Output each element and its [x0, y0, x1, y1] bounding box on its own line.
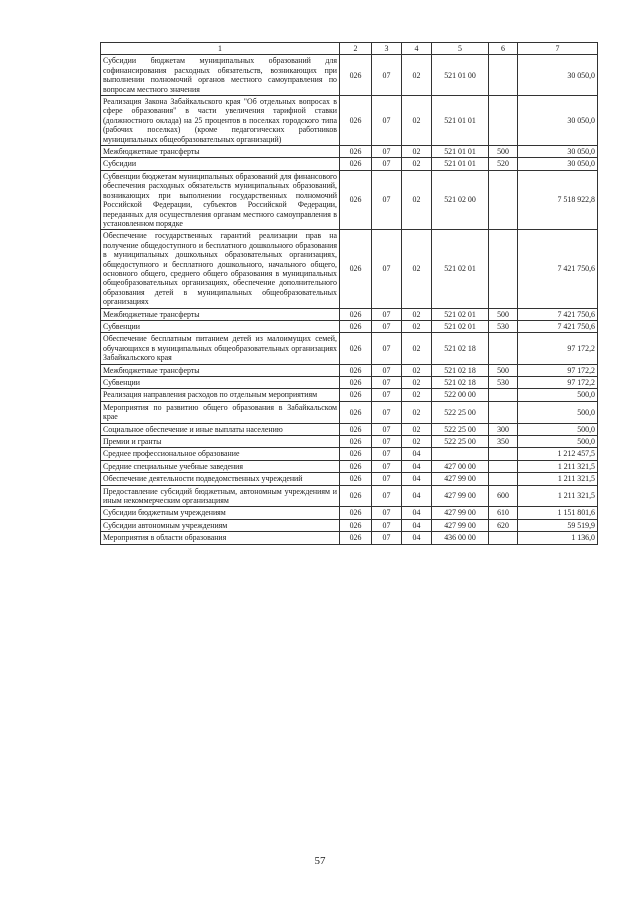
row-subsection: 02: [402, 364, 432, 376]
row-name: Субсидии бюджетам муниципальных образований для софинансирования расходных обязательств, возникающих при выполнении полномочий органов местного самоуправления по вопросам местного значения: [101, 55, 340, 96]
row-admin-code: 026: [340, 519, 372, 531]
row-admin-code: 026: [340, 170, 372, 229]
row-target-article: 521 02 18: [432, 377, 489, 389]
row-admin-code: 026: [340, 401, 372, 423]
row-target-article: 521 02 00: [432, 170, 489, 229]
row-section: 07: [372, 389, 402, 401]
row-expense-type: 530: [489, 320, 518, 332]
column-header-7: 7: [518, 43, 598, 55]
row-subsection: 02: [402, 377, 432, 389]
row-section: 07: [372, 377, 402, 389]
row-target-article: 521 01 01: [432, 158, 489, 170]
row-subsection: 02: [402, 146, 432, 158]
row-amount: 97 172,2: [518, 333, 598, 364]
row-target-article: 521 02 18: [432, 364, 489, 376]
row-name: Обеспечение государственных гарантий реализации прав на получение общедоступного и бесплатного дошкольного образования в муниципальных дошкольных образовательных организациях, общедоступного и бесплатного дошкольного, начального общего, основного общего, среднего общего образования в муниципальных общеобразовательных организациях, обеспечение дополнительного образования детей в муниципальных общеобразовательных организациях: [101, 230, 340, 308]
row-admin-code: 026: [340, 158, 372, 170]
row-name: Среднее профессиональное образование: [101, 448, 340, 460]
row-expense-type: [489, 389, 518, 401]
row-admin-code: 026: [340, 230, 372, 308]
row-subsection: 02: [402, 401, 432, 423]
row-target-article: 522 25 00: [432, 436, 489, 448]
row-admin-code: 026: [340, 389, 372, 401]
row-expense-type: [489, 230, 518, 308]
row-expense-type: 500: [489, 146, 518, 158]
row-target-article: 521 02 01: [432, 230, 489, 308]
row-expense-type: [489, 96, 518, 146]
row-target-article: 522 00 00: [432, 389, 489, 401]
row-amount: 1 211 321,5: [518, 460, 598, 472]
row-section: 07: [372, 230, 402, 308]
table-row: [101, 146, 598, 158]
row-subsection: 02: [402, 55, 432, 96]
row-subsection: 04: [402, 448, 432, 460]
row-expense-type: [489, 55, 518, 96]
row-admin-code: 026: [340, 473, 372, 485]
row-section: 07: [372, 364, 402, 376]
row-expense-type: [489, 170, 518, 229]
row-section: 07: [372, 507, 402, 519]
row-name: Обеспечение бесплатным питанием детей из малоимущих семей, обучающихся в муниципальных общеобразовательных организациях Забайкальского края: [101, 333, 340, 364]
row-section: 07: [372, 333, 402, 364]
row-expense-type: 530: [489, 377, 518, 389]
table-row: [101, 333, 598, 364]
table-row: [101, 377, 598, 389]
table-row: [101, 473, 598, 485]
row-admin-code: 026: [340, 320, 372, 332]
row-section: 07: [372, 436, 402, 448]
row-expense-type: [489, 460, 518, 472]
row-subsection: 02: [402, 423, 432, 435]
column-header-1: 1: [101, 43, 340, 55]
row-expense-type: [489, 532, 518, 544]
row-amount: 7 421 750,6: [518, 308, 598, 320]
row-name: Мероприятия в области образования: [101, 532, 340, 544]
row-target-article: 521 02 01: [432, 320, 489, 332]
row-name: Премии и гранты: [101, 436, 340, 448]
row-amount: 30 050,0: [518, 96, 598, 146]
row-section: 07: [372, 320, 402, 332]
row-name: Субсидии автономным учреждениям: [101, 519, 340, 531]
row-name: Обеспечение деятельности подведомственных учреждений: [101, 473, 340, 485]
row-target-article: 521 02 18: [432, 333, 489, 364]
row-admin-code: 026: [340, 436, 372, 448]
row-name: Межбюджетные трансферты: [101, 364, 340, 376]
row-amount: 7 421 750,6: [518, 320, 598, 332]
row-admin-code: 026: [340, 96, 372, 146]
row-name: Субвенции: [101, 320, 340, 332]
table-row: [101, 158, 598, 170]
row-name: Реализация направления расходов по отдельным мероприятиям: [101, 389, 340, 401]
row-subsection: 04: [402, 473, 432, 485]
row-amount: 1 211 321,5: [518, 473, 598, 485]
row-target-article: 521 01 01: [432, 146, 489, 158]
row-target-article: 521 01 00: [432, 55, 489, 96]
row-target-article: 427 99 00: [432, 507, 489, 519]
row-amount: 1 151 801,6: [518, 507, 598, 519]
row-amount: 500,0: [518, 389, 598, 401]
row-subsection: 02: [402, 96, 432, 146]
row-target-article: 436 00 00: [432, 532, 489, 544]
row-expense-type: [489, 333, 518, 364]
table-row: [101, 436, 598, 448]
row-expense-type: [489, 401, 518, 423]
row-subsection: 04: [402, 519, 432, 531]
row-section: 07: [372, 473, 402, 485]
row-name: Предоставление субсидий бюджетным, автономным учреждениям и иным некоммерческим организациям: [101, 485, 340, 507]
table-row: [101, 532, 598, 544]
row-admin-code: 026: [340, 55, 372, 96]
table-row: [101, 389, 598, 401]
row-amount: 7 518 922,8: [518, 170, 598, 229]
column-header-3: 3: [372, 43, 402, 55]
table-row: [101, 55, 598, 96]
row-name: Реализация Закона Забайкальского края "Об отдельных вопросах в сфере образования" в части увеличения тарифной ставки (должностного оклада) на 25 процентов в поселках городского типа (рабочих поселках) (кроме педагогических работников муниципальных общеобразовательных организаций): [101, 96, 340, 146]
row-subsection: 02: [402, 158, 432, 170]
row-expense-type: [489, 473, 518, 485]
row-name: Средние специальные учебные заведения: [101, 460, 340, 472]
row-subsection: 04: [402, 460, 432, 472]
row-subsection: 02: [402, 308, 432, 320]
row-target-article: 427 99 00: [432, 473, 489, 485]
row-admin-code: 026: [340, 448, 372, 460]
row-subsection: 04: [402, 507, 432, 519]
row-expense-type: 500: [489, 364, 518, 376]
row-amount: 500,0: [518, 401, 598, 423]
row-target-article: 522 25 00: [432, 401, 489, 423]
row-name: Субсидии бюджетным учреждениям: [101, 507, 340, 519]
row-subsection: 02: [402, 333, 432, 364]
table-row: [101, 460, 598, 472]
row-admin-code: 026: [340, 333, 372, 364]
row-section: 07: [372, 308, 402, 320]
row-target-article: [432, 448, 489, 460]
row-admin-code: 026: [340, 308, 372, 320]
row-target-article: 427 99 00: [432, 519, 489, 531]
row-target-article: 521 02 01: [432, 308, 489, 320]
row-name: Социальное обеспечение и иные выплаты населению: [101, 423, 340, 435]
table-row: [101, 230, 598, 308]
table-row: [101, 423, 598, 435]
row-section: 07: [372, 96, 402, 146]
row-admin-code: 026: [340, 485, 372, 507]
column-header-6: 6: [489, 43, 518, 55]
row-admin-code: 026: [340, 377, 372, 389]
row-section: 07: [372, 55, 402, 96]
row-section: 07: [372, 519, 402, 531]
row-amount: 1 212 457,5: [518, 448, 598, 460]
row-expense-type: 520: [489, 158, 518, 170]
row-amount: 1 136,0: [518, 532, 598, 544]
row-subsection: 04: [402, 485, 432, 507]
row-name: Межбюджетные трансферты: [101, 146, 340, 158]
row-amount: 59 519,9: [518, 519, 598, 531]
row-expense-type: 350: [489, 436, 518, 448]
page-number: 57: [314, 855, 326, 867]
row-name: Субсидии: [101, 158, 340, 170]
row-target-article: 427 00 00: [432, 460, 489, 472]
row-name: Межбюджетные трансферты: [101, 308, 340, 320]
row-section: 07: [372, 485, 402, 507]
row-section: 07: [372, 448, 402, 460]
row-name: Субвенции бюджетам муниципальных образований для финансового обеспечения расходных обязательств муниципальных образований, возникающих при выполнении государственных полномочий Российской Федерации, субъектов Российской Федерации, переданных для осуществления органам местного самоуправления в установленном порядке: [101, 170, 340, 229]
table-row: [101, 448, 598, 460]
row-subsection: 02: [402, 320, 432, 332]
row-section: 07: [372, 423, 402, 435]
row-subsection: 02: [402, 170, 432, 229]
row-expense-type: 600: [489, 485, 518, 507]
row-section: 07: [372, 146, 402, 158]
row-expense-type: [489, 448, 518, 460]
row-amount: 1 211 321,5: [518, 485, 598, 507]
row-section: 07: [372, 460, 402, 472]
row-admin-code: 026: [340, 532, 372, 544]
row-section: 07: [372, 401, 402, 423]
table-row: [101, 364, 598, 376]
row-section: 07: [372, 158, 402, 170]
row-target-article: 427 99 00: [432, 485, 489, 507]
table-row: [101, 485, 598, 507]
row-amount: 30 050,0: [518, 158, 598, 170]
row-subsection: 02: [402, 230, 432, 308]
row-section: 07: [372, 170, 402, 229]
row-amount: 30 050,0: [518, 55, 598, 96]
table-row: [101, 507, 598, 519]
row-expense-type: 500: [489, 308, 518, 320]
row-name: Мероприятия по развитию общего образования в Забайкальском крае: [101, 401, 340, 423]
header-row: [101, 43, 598, 55]
row-expense-type: 610: [489, 507, 518, 519]
column-header-5: 5: [432, 43, 489, 55]
row-subsection: 04: [402, 532, 432, 544]
row-expense-type: 620: [489, 519, 518, 531]
row-amount: 7 421 750,6: [518, 230, 598, 308]
row-admin-code: 026: [340, 507, 372, 519]
row-admin-code: 026: [340, 423, 372, 435]
row-name: Субвенции: [101, 377, 340, 389]
column-header-4: 4: [402, 43, 432, 55]
table-row: [101, 308, 598, 320]
row-amount: 500,0: [518, 436, 598, 448]
table-row: [101, 401, 598, 423]
table-row: [101, 96, 598, 146]
row-amount: 97 172,2: [518, 364, 598, 376]
row-target-article: 521 01 01: [432, 96, 489, 146]
row-section: 07: [372, 532, 402, 544]
row-target-article: 522 25 00: [432, 423, 489, 435]
row-admin-code: 026: [340, 146, 372, 158]
row-amount: 30 050,0: [518, 146, 598, 158]
row-subsection: 02: [402, 389, 432, 401]
row-admin-code: 026: [340, 460, 372, 472]
table-row: [101, 320, 598, 332]
row-subsection: 02: [402, 436, 432, 448]
row-expense-type: 300: [489, 423, 518, 435]
table-row: [101, 170, 598, 229]
row-amount: 97 172,2: [518, 377, 598, 389]
row-amount: 500,0: [518, 423, 598, 435]
column-header-2: 2: [340, 43, 372, 55]
budget-table: [100, 42, 598, 545]
table-row: [101, 519, 598, 531]
row-admin-code: 026: [340, 364, 372, 376]
